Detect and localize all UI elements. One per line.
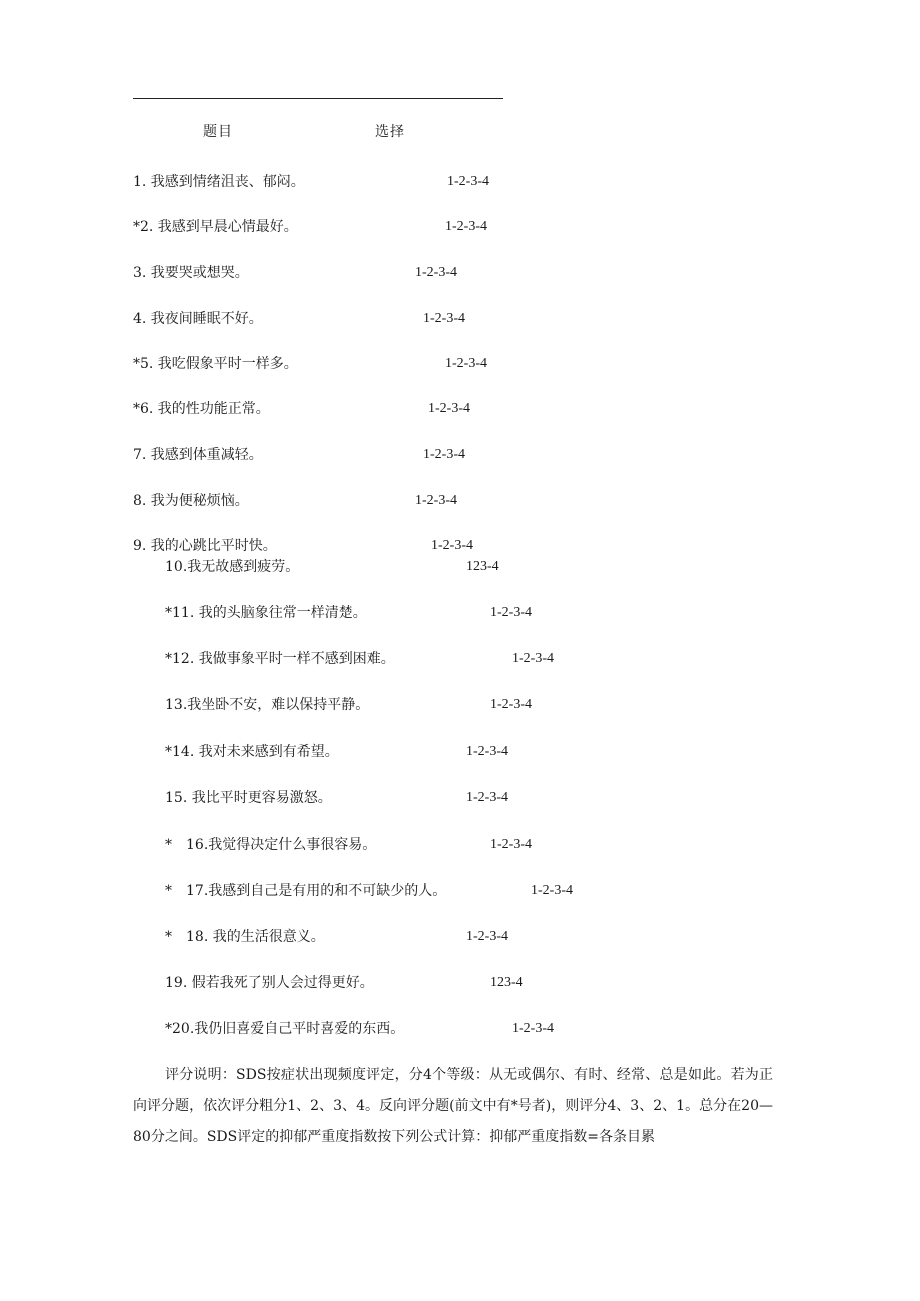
question-text: *20.我仍旧喜爱自己平时喜爱的东西。 — [165, 1021, 405, 1037]
question-text: 9. 我的心跳比平时快。 — [133, 538, 277, 554]
question-text: 8. 我为便秘烦恼。 — [133, 493, 249, 509]
question-text: 19. 假若我死了别人会过得更好。 — [165, 975, 374, 991]
choice-scale: 1-2-3-4 — [445, 356, 487, 371]
choice-scale: 1-2-3-4 — [490, 697, 532, 712]
question-text: 4. 我夜间睡眠不好。 — [133, 311, 263, 327]
choice-scale: 1-2-3-4 — [431, 538, 473, 553]
top-rule — [133, 98, 503, 99]
scoring-note: 评分说明：SDS按症状出现频度评定，分4个等级：从无或偶尔、有时、经常、总是如此。若为正向评分题，依次评分粗分1、2、3、4。反向评分题(前文中有*号者)，则评分4、3、2、1。总分在20—80分之间。SDS评定的抑郁严重度指数按下列公式计算：抑郁严重度指数=各条目累 — [133, 1067, 773, 1145]
choice-scale: 1-2-3-4 — [423, 447, 465, 462]
question-text: 15. 我比平时更容易激怒。 — [165, 790, 332, 806]
choice-scale: 1-2-3-4 — [466, 790, 508, 805]
choice-scale: 123-4 — [490, 975, 523, 990]
question-text: 1. 我感到情绪沮丧、郁闷。 — [133, 174, 305, 190]
choice-scale: 1-2-3-4 — [415, 265, 457, 280]
question-text: * 16.我觉得决定什么事很容易。 — [165, 837, 377, 853]
choice-scale: 1-2-3-4 — [490, 605, 532, 620]
question-text: 10.我无故感到疲劳。 — [165, 559, 300, 575]
question-text: 3. 我要哭或想哭。 — [133, 265, 249, 281]
question-text: *12. 我做事象平时一样不感到困难。 — [165, 651, 395, 667]
column-header-question: 题目 — [203, 124, 233, 140]
column-header-choice: 选择 — [375, 124, 405, 140]
choice-scale: 1-2-3-4 — [531, 883, 573, 898]
question-text: *6. 我的性功能正常。 — [133, 401, 270, 417]
choice-scale: 1-2-3-4 — [466, 929, 508, 944]
choice-scale: 1-2-3-4 — [512, 1021, 554, 1036]
question-text: *2. 我感到早晨心情最好。 — [133, 219, 298, 235]
choice-scale: 1-2-3-4 — [423, 311, 465, 326]
question-text: * 18. 我的生活很意义。 — [165, 929, 325, 945]
choice-scale: 1-2-3-4 — [490, 837, 532, 852]
question-text: *14. 我对未来感到有希望。 — [165, 744, 339, 760]
choice-scale: 1-2-3-4 — [428, 401, 470, 416]
question-text: *5. 我吃假象平时一样多。 — [133, 356, 298, 372]
choice-scale: 1-2-3-4 — [512, 651, 554, 666]
choice-scale: 1-2-3-4 — [415, 493, 457, 508]
choice-scale: 1-2-3-4 — [445, 219, 487, 234]
question-text: *11. 我的头脑象往常一样清楚。 — [165, 605, 367, 621]
question-text: 7. 我感到体重减轻。 — [133, 447, 263, 463]
choice-scale: 1-2-3-4 — [447, 174, 489, 189]
choice-scale: 1-2-3-4 — [466, 744, 508, 759]
question-text: * 17.我感到自己是有用的和不可缺少的人。 — [165, 883, 447, 899]
choice-scale: 123-4 — [466, 559, 499, 574]
question-text: 13.我坐卧不安，难以保持平静。 — [165, 697, 370, 713]
